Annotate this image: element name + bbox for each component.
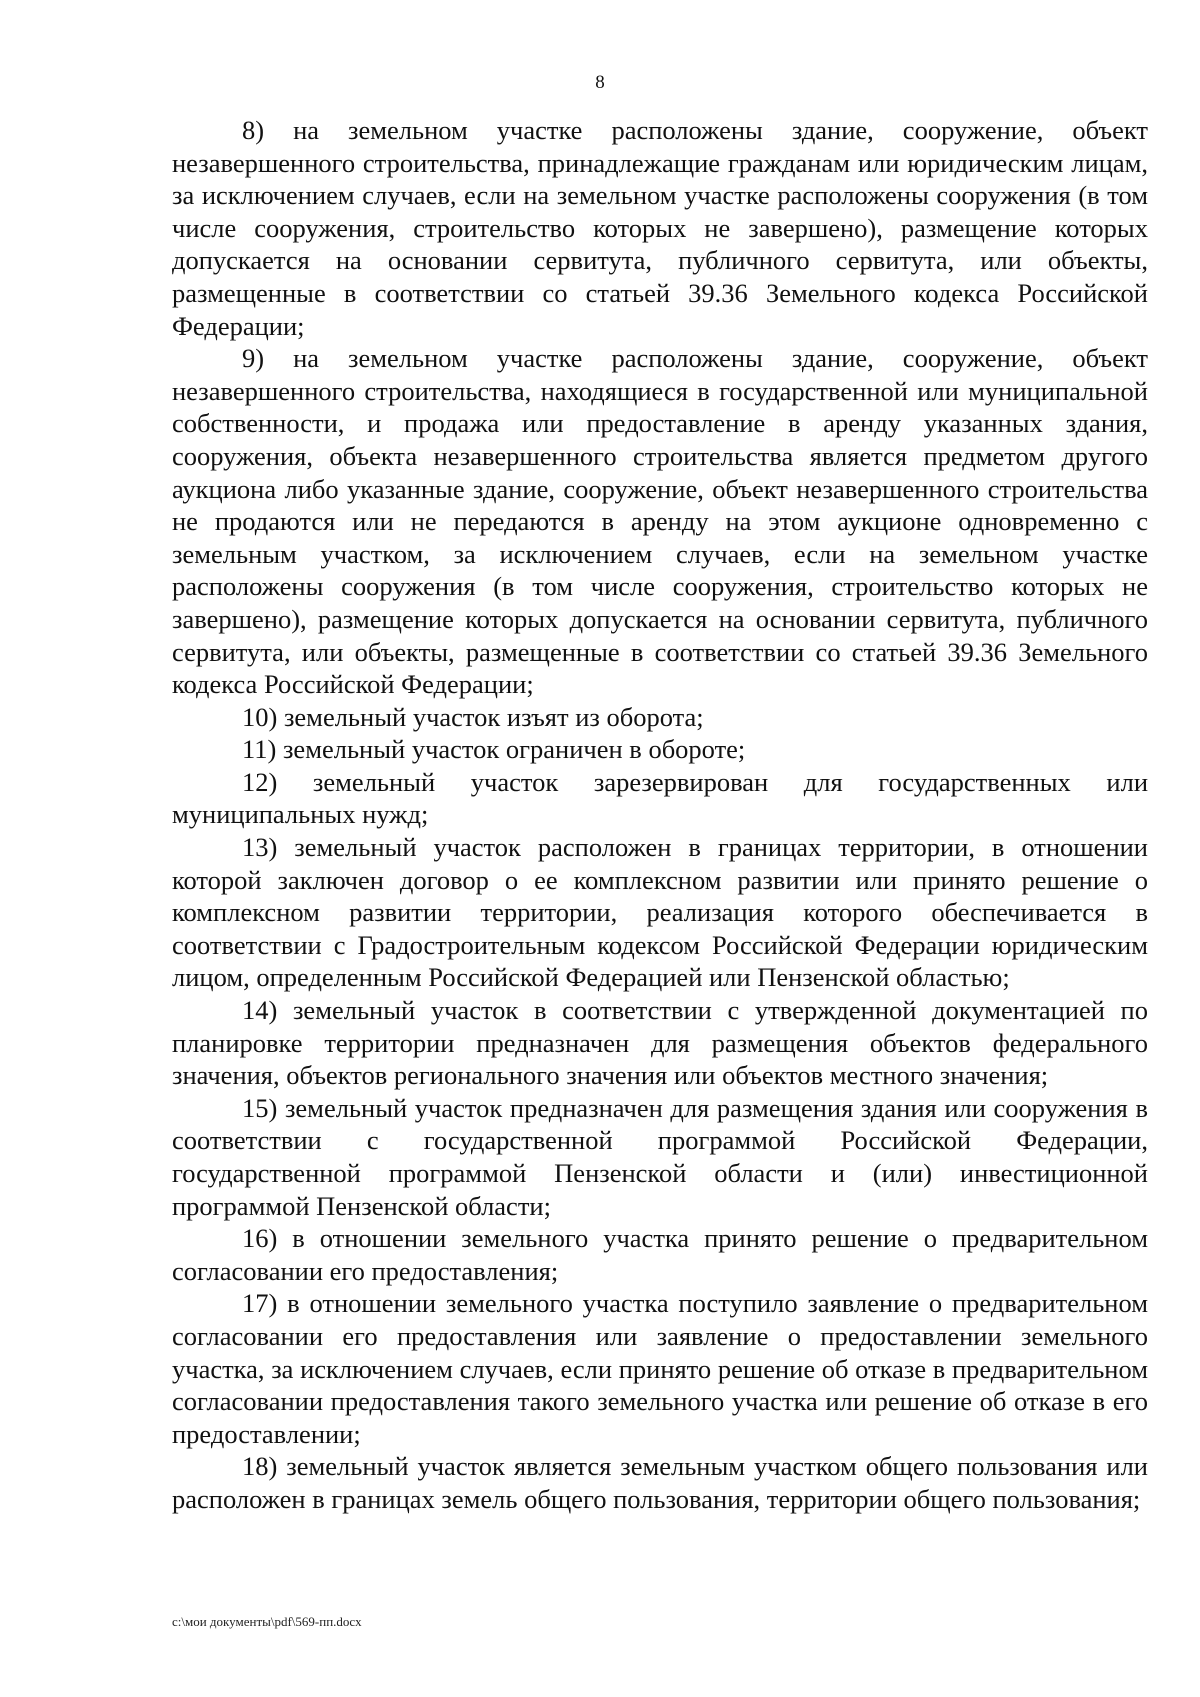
list-item-10: 10) земельный участок изъят из оборота; <box>242 701 704 732</box>
list-item-14: 14) земельный участок в соответствии с утвержденной документацией по планировке территории предназначен для размещения объектов федерального значения, объектов регионального значения или объектов местного значения; <box>172 995 1148 1091</box>
list-item-18: 18) земельный участок является земельным участком общего пользования или расположен в границах земель общего пользования, территории общего пользования; <box>172 1451 1148 1514</box>
page-number: 8 <box>595 72 605 93</box>
list-item-16: 16) в отношении земельного участка принято решение о предварительном согласовании его предоставления; <box>172 1223 1148 1286</box>
list-item-9: 9) на земельном участке расположены здание, сооружение, объект незавершенного строительства, находящиеся в государственной или муниципальной собственности, и продажа или предоставление в аренду указанных здания, сооружения, объекта незавершенного строительства является предметом другого аукциона либо указанные здание, сооружение, объект незавершенного строительства не продаются или не передаются в аренду на этом аукционе одновременно с земельным участком, за исключением случаев, если на земельном участке расположены сооружения (в том числе сооружения, строительство которых не завершено), размещение которых допускается на основании сервитута, публичного сервитута, или объекты, размещенные в соответствии со статьей 39.36 Земельного кодекса Российской Федерации; <box>172 343 1148 700</box>
list-item-11: 11) земельный участок ограничен в обороте; <box>242 734 746 765</box>
list-item-8: 8) на земельном участке расположены здание, сооружение, объект незавершенного строительства, принадлежащие гражданам или юридическим лицам, за исключением случаев, если на земельном участке расположены сооружения (в том числе сооружения, строительство которых не завершено), размещение которых допускается на основании сервитута, публичного сервитута, или объекты, размещенные в соответствии со статьей 39.36 Земельного кодекса Российской Федерации; <box>172 115 1148 341</box>
list-item-12: 12) земельный участок зарезервирован для государственных или муниципальных нужд; <box>172 766 1148 830</box>
list-item-17: 17) в отношении земельного участка поступило заявление о предварительном согласовании его предоставления или заявление о предоставлении земельного участка, за исключением случаев, если принято решение об отказе в предварительном согласовании предоставления такого земельного участка или решение об отказе в его предоставлении; <box>172 1288 1148 1449</box>
list-item-15: 15) земельный участок предназначен для размещения здания или сооружения в соответствии с государственной программой Российской Федерации, государственной программой Пензенской области и (или) инвестиционной программой Пензенской области; <box>172 1092 1148 1221</box>
document-body <box>172 114 1148 1516</box>
list-item-13: 13) земельный участок расположен в границах территории, в отношении которой заключен договор о ее комплексном развитии или принято решение о комплексном развитии территории, реализация которого обеспечивается в соответствии с Градостроительным кодексом Российской Федерации юридическим лицом, определенным Российской Федерацией или Пензенской областью; <box>172 832 1148 993</box>
footer-file-path: c:\мои документы\pdf\569-пп.docx <box>172 1614 362 1629</box>
